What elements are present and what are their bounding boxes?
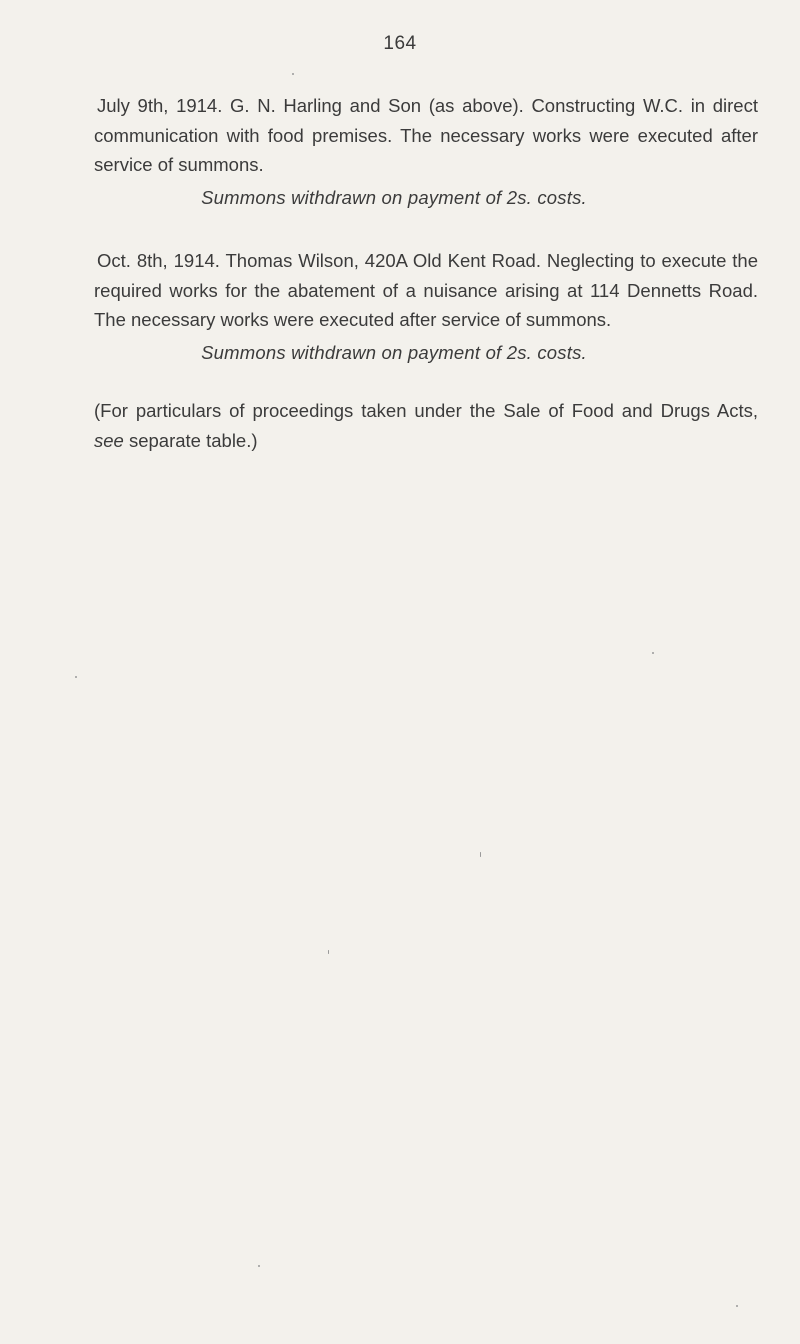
proceeding-entry (94, 246, 758, 367)
paper-speck (292, 73, 294, 75)
paper-speck (652, 652, 654, 654)
footnote-text-before: (For particulars of proceedings taken under the Sale of Food and Drugs Acts, (94, 400, 758, 421)
entry-text: Oct. 8th, 1914. Thomas Wilson, 420A Old Kent Road. Neglecting to execute the required works for the abatement of a nuisance arising at 114 Dennetts Road. The necessary works were executed after service of summons. (94, 250, 758, 330)
entry-verdict: Summons withdrawn on payment of 2s. costs. (201, 341, 587, 363)
paper-speck (328, 950, 329, 954)
proceeding-entry (94, 91, 758, 212)
footnote-text (94, 396, 758, 455)
footnote-text-after: separate table.) (123, 429, 258, 451)
entry-text: July 9th, 1914. G. N. Harling and Son (as above). Constructing W.C. in direct communication with food premises. The necessary works were executed after service of summons. (94, 95, 758, 175)
footnote-emphasis: see (94, 429, 124, 451)
page-number: 164 (383, 33, 417, 54)
paper-speck (736, 1305, 738, 1307)
paper-speck (480, 852, 481, 857)
paper-speck (75, 676, 77, 678)
paper-speck (258, 1265, 260, 1267)
footnote-paragraph (94, 396, 758, 455)
entry-verdict: Summons withdrawn on payment of 2s. costs. (201, 186, 587, 208)
